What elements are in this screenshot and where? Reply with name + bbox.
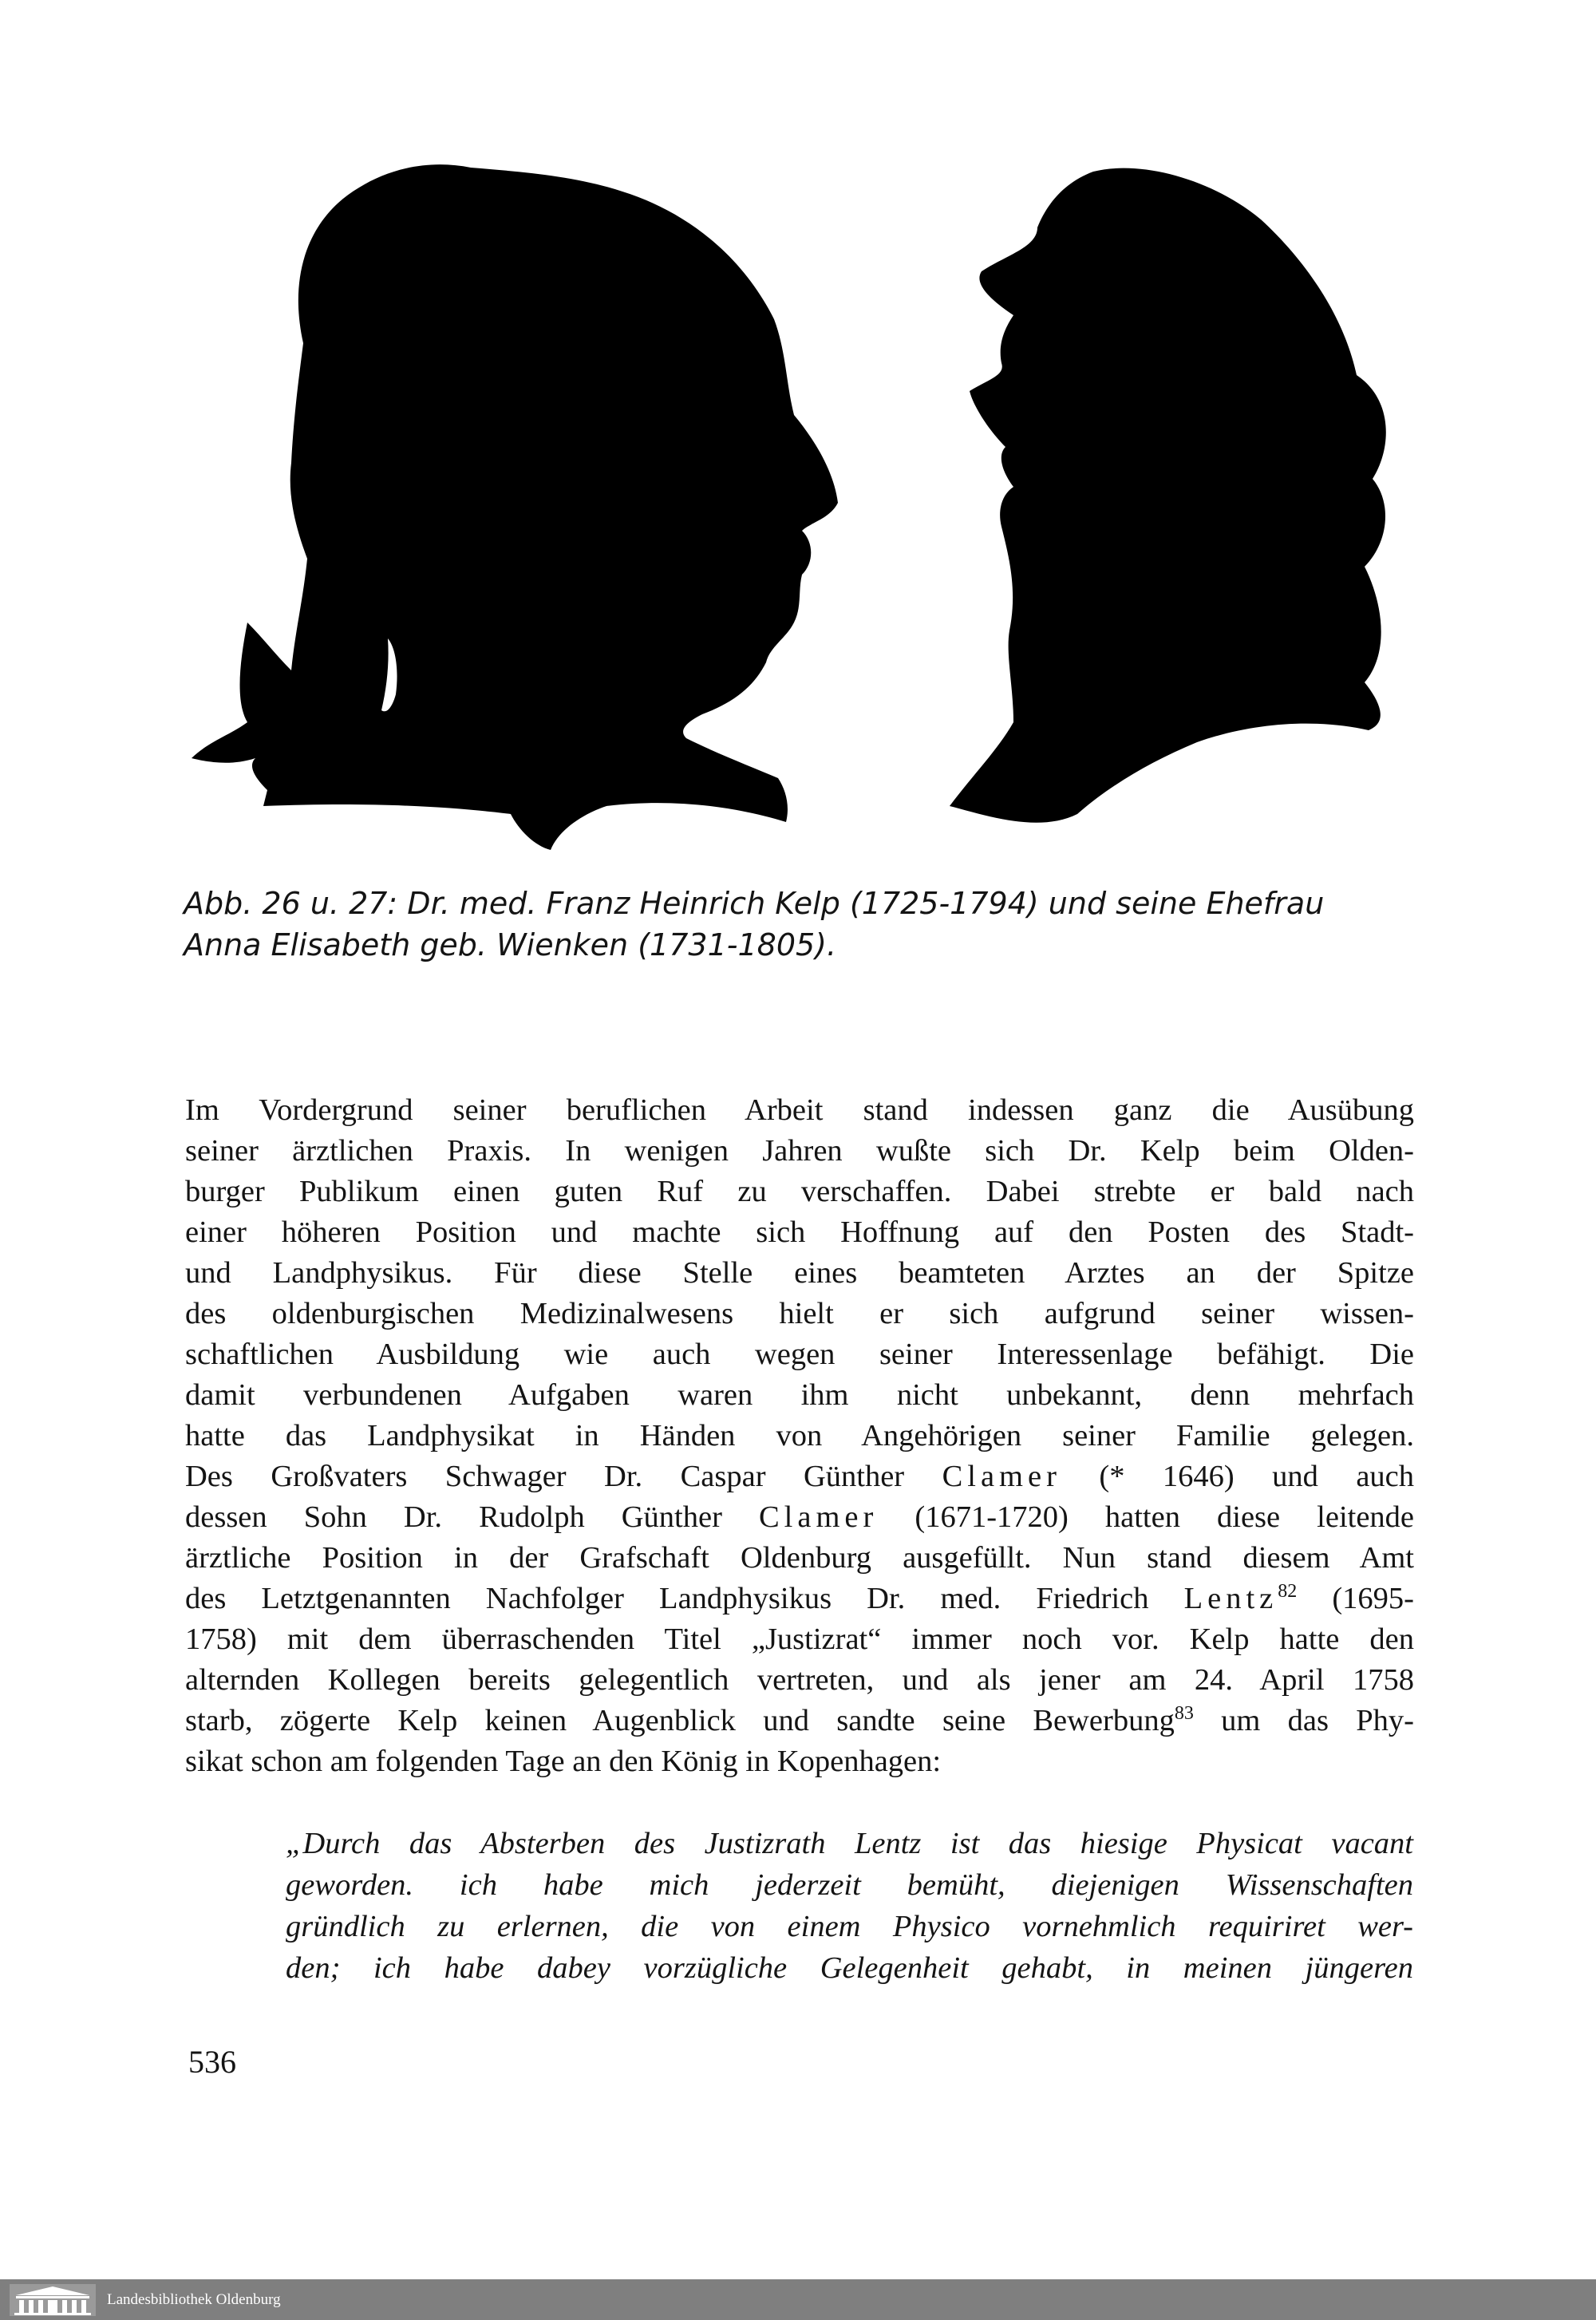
spaced-surname: Clamer xyxy=(758,1500,879,1534)
text-line: des oldenburgischen Medizinalwesens hielt er sich aufgrund seiner wissen- xyxy=(185,1297,1414,1330)
text-segment: um das Phy- xyxy=(1221,1704,1414,1737)
text-segment: dessen Sohn Dr. Rudolph Günther xyxy=(185,1500,722,1534)
quote-line: geworden. ich habe mich jederzeit bemüht, diejenigen Wissenschaften xyxy=(286,1868,1413,1902)
caption-line: Anna Elisabeth geb. Wienken (1731-1805). xyxy=(184,927,837,962)
text-line: 1758) mit dem überraschenden Titel „Justizrat“ immer noch vor. Kelp hatte den xyxy=(185,1622,1414,1656)
footnote-ref: 82 xyxy=(1278,1581,1298,1603)
text-line: burger Publikum einen guten Ruf zu verschaffen. Dabei strebte er bald nach xyxy=(185,1175,1414,1208)
quote-line: „Durch das Absterben des Justizrath Lentz ist das hiesige Physicat vacant xyxy=(286,1827,1413,1860)
text-line: sikat schon am folgenden Tage an den König in Kopenhagen: xyxy=(185,1745,942,1778)
spaced-surname: Lentz xyxy=(1183,1582,1278,1615)
quote-line: gründlich zu erlernen, die von einem Physico vornehmlich requiriret wer- xyxy=(286,1910,1413,1943)
silhouettes-figure xyxy=(0,0,1596,878)
text-line xyxy=(185,1701,1414,1741)
text-line: Im Vordergrund seiner beruflichen Arbeit stand indessen ganz die Ausübung xyxy=(185,1093,1414,1127)
caption-line: Abb. 26 u. 27: Dr. med. Franz Heinrich Kelp (1725-1794) und seine Ehefrau xyxy=(184,886,1325,921)
text-segment: starb, zögerte Kelp keinen Augenblick und sandte seine Bewerbung xyxy=(185,1704,1175,1737)
footnote-ref: 83 xyxy=(1174,1703,1194,1725)
text-line: seiner ärztlichen Praxis. In wenigen Jahren wußte sich Dr. Kelp beim Olden- xyxy=(185,1134,1414,1168)
text-line xyxy=(185,1579,1414,1619)
page-number: 536 xyxy=(188,2044,236,2080)
text-line: alternden Kollegen bereits gelegentlich vertreten, und als jener am 24. April 1758 xyxy=(185,1663,1414,1697)
text-segment: (* 1646) und auch xyxy=(1099,1460,1415,1493)
text-line: einer höheren Position und machte sich Hoffnung auf den Posten des Stadt- xyxy=(185,1215,1414,1249)
text-line: hatte das Landphysikat in Händen von Angehörigen seiner Familie gelegen. xyxy=(185,1419,1414,1452)
body-paragraph xyxy=(185,1090,1414,1782)
library-building-icon[interactable] xyxy=(10,2284,96,2316)
text-line: damit verbundenen Aufgaben waren ihm nicht unbekannt, denn mehrfach xyxy=(185,1378,1414,1412)
text-segment: Des Großvaters Schwager Dr. Caspar Günther xyxy=(185,1460,905,1493)
spaced-surname: Clamer xyxy=(942,1460,1061,1493)
footer-bar xyxy=(0,2279,1596,2320)
text-segment: des Letztgenannten Nachfolger Landphysikus Dr. med. Friedrich xyxy=(185,1582,1149,1615)
text-line: schaftlichen Ausbildung wie auch wegen seiner Interessenlage befähigt. Die xyxy=(185,1338,1414,1371)
silhouette-woman-icon xyxy=(950,168,1386,823)
text-line: und Landphysikus. Für diese Stelle eines beamteten Arztes an der Spitze xyxy=(185,1256,1414,1290)
block-quote xyxy=(286,1823,1413,1989)
text-line xyxy=(185,1456,1414,1497)
text-line xyxy=(185,1497,1414,1538)
figure-caption xyxy=(184,883,1416,966)
text-segment: (1671-1720) hatten diese leitende xyxy=(915,1500,1415,1534)
quote-line: den; ich habe dabey vorzügliche Gelegenheit gehabt, in meinen jüngeren xyxy=(286,1951,1413,1985)
text-segment: (1695- xyxy=(1332,1582,1414,1615)
footer-library-label[interactable]: Landesbibliothek Oldenburg xyxy=(107,2290,281,2308)
text-line: ärztliche Position in der Grafschaft Oldenburg ausgefüllt. Nun stand diesem Amt xyxy=(185,1541,1414,1575)
silhouette-man-icon xyxy=(192,164,838,850)
